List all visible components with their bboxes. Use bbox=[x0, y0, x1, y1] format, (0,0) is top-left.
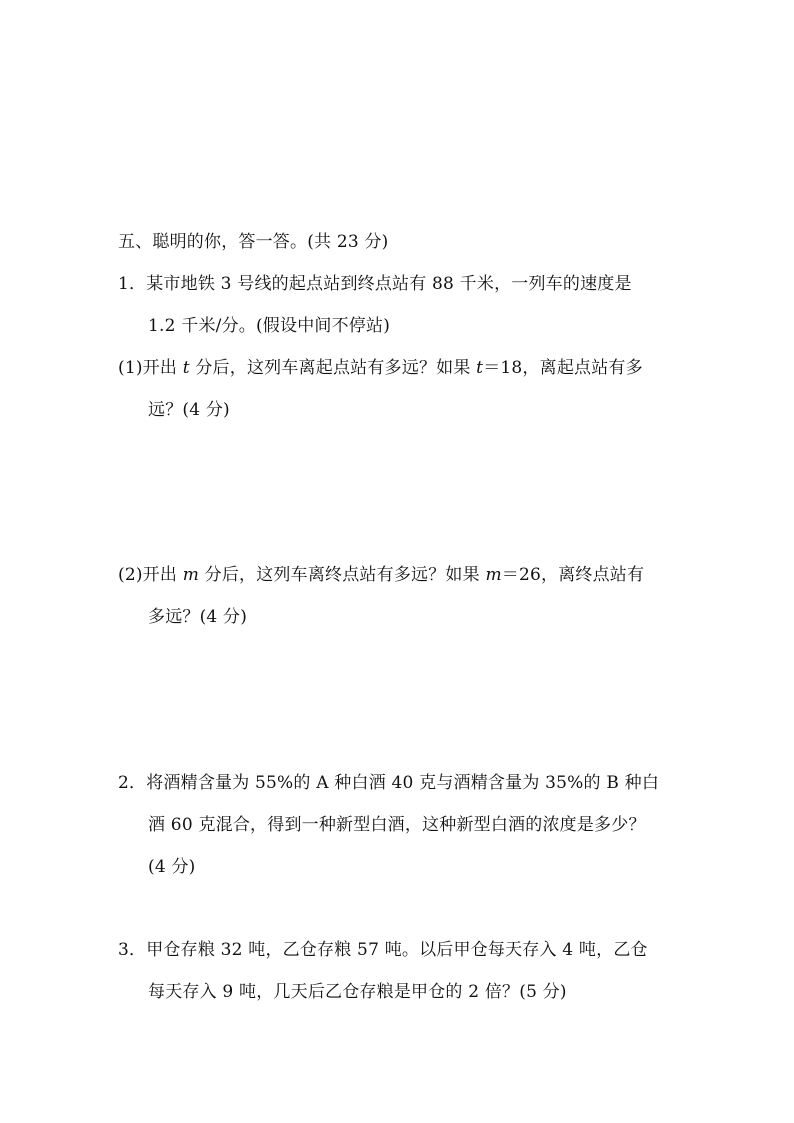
question-1-line-1: 1．某市地铁 3 号线的起点站到终点站有 88 千米，一列车的速度是 bbox=[118, 274, 632, 294]
variable-m: m bbox=[182, 565, 200, 585]
q1-part1-pre: (1)开出 bbox=[118, 358, 183, 378]
question-1-part-1-line-1 bbox=[118, 356, 643, 380]
section-title: 五、聪明的你，答一答。(共 23 分) bbox=[118, 232, 389, 252]
question-3-line-2: 每天存入 9 吨，几天后乙仓存粮是甲仓的 2 倍？(5 分) bbox=[148, 982, 567, 1002]
question-2-line-2: 酒 60 克混合，得到一种新型白酒，这种新型白酒的浓度是多少？ bbox=[148, 815, 646, 835]
variable-t: t bbox=[476, 358, 484, 378]
variable-m: m bbox=[485, 565, 502, 585]
q1-part1-mid: 分后，这列车离起点站有多远？如果 bbox=[189, 358, 477, 378]
question-1-line-2: 1.2 千米/分。(假设中间不停站) bbox=[148, 316, 391, 336]
q1-part2-post: ＝26，离终点站有 bbox=[501, 565, 645, 585]
question-1-part-1-line-2: 远？(4 分) bbox=[148, 400, 230, 420]
question-1-part-2-line-2: 多远？(4 分) bbox=[148, 607, 248, 627]
variable-t: t bbox=[182, 358, 190, 378]
q1-part2-pre: (2)开出 bbox=[118, 565, 183, 585]
q1-part1-post: ＝18，离起点站有多 bbox=[483, 358, 643, 378]
question-2-line-3: (4 分) bbox=[148, 857, 196, 877]
q1-part2-mid: 分后，这列车离终点站有多远？如果 bbox=[199, 565, 486, 585]
question-1-part-2-line-1 bbox=[118, 563, 644, 587]
question-3-line-1: 3．甲仓存粮 32 吨，乙仓存粮 57 吨。以后甲仓每天存入 4 吨，乙仓 bbox=[118, 940, 648, 960]
question-2-line-1: 2．将酒精含量为 55%的 A 种白酒 40 克与酒精含量为 35%的 B 种白 bbox=[118, 773, 660, 793]
